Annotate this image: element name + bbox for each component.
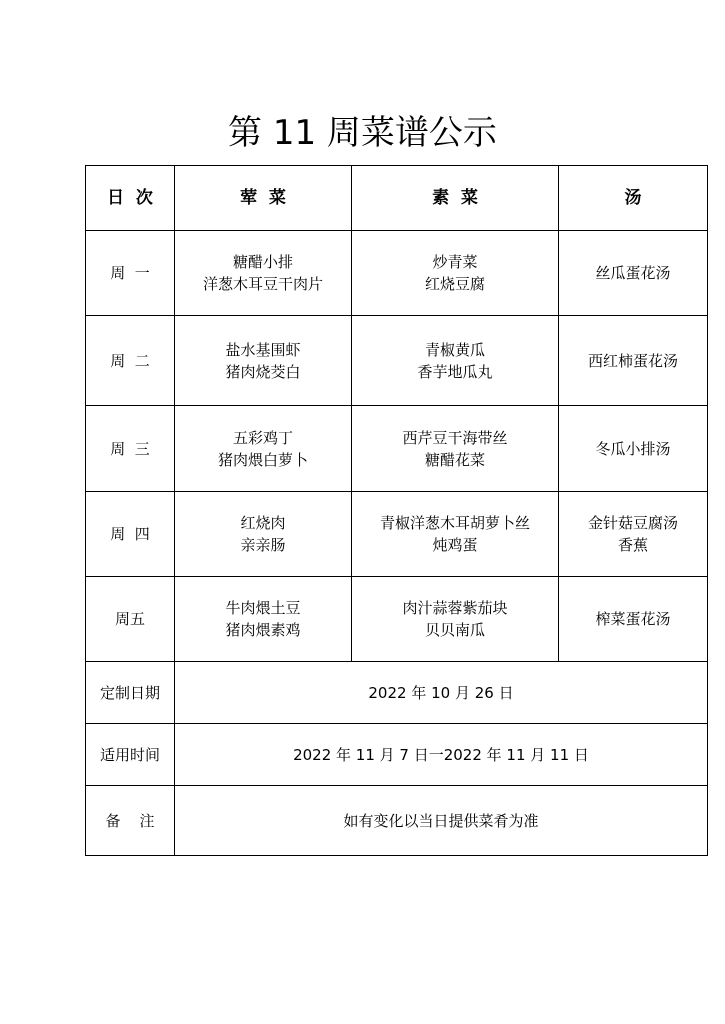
header-day: 日 次 xyxy=(86,166,175,231)
table-row xyxy=(86,577,708,662)
soup-cell: 榨菜蛋花汤 xyxy=(559,577,708,662)
veg-cell: 肉汁蒜蓉紫茄块 贝贝南瓜 xyxy=(352,577,559,662)
applicable-value: 2022 年 11 月 7 日一2022 年 11 月 11 日 xyxy=(175,724,708,786)
header-veg: 素 菜 xyxy=(352,166,559,231)
page-title: 第 11 周菜谱公示 xyxy=(228,113,497,153)
meat-cell: 糖醋小排 洋葱木耳豆干肉片 xyxy=(175,231,352,316)
note-row xyxy=(86,786,708,856)
veg-cell: 西芹豆干海带丝 糖醋花菜 xyxy=(352,406,559,492)
table-row xyxy=(86,406,708,492)
soup-cell: 金针菇豆腐汤 香蕉 xyxy=(559,492,708,577)
header-meat: 荤 菜 xyxy=(175,166,352,231)
made-date-value: 2022 年 10 月 26 日 xyxy=(175,662,708,724)
day-cell: 周 三 xyxy=(86,406,175,492)
applicable-row xyxy=(86,724,708,786)
meat-cell: 牛肉煨土豆 猪肉煨素鸡 xyxy=(175,577,352,662)
menu-table xyxy=(85,165,708,856)
meat-cell: 盐水基围虾 猪肉烧茭白 xyxy=(175,316,352,406)
header-row xyxy=(86,166,708,231)
day-cell: 周 二 xyxy=(86,316,175,406)
day-cell: 周 一 xyxy=(86,231,175,316)
meat-cell: 红烧肉 亲亲肠 xyxy=(175,492,352,577)
made-date-label: 定制日期 xyxy=(86,662,175,724)
header-soup: 汤 xyxy=(559,166,708,231)
table-row xyxy=(86,316,708,406)
applicable-label: 适用时间 xyxy=(86,724,175,786)
note-value: 如有变化以当日提供菜肴为准 xyxy=(175,786,708,856)
soup-cell: 冬瓜小排汤 xyxy=(559,406,708,492)
soup-cell: 丝瓜蛋花汤 xyxy=(559,231,708,316)
soup-cell: 西红柿蛋花汤 xyxy=(559,316,708,406)
day-cell: 周 四 xyxy=(86,492,175,577)
made-date-row xyxy=(86,662,708,724)
veg-cell: 炒青菜 红烧豆腐 xyxy=(352,231,559,316)
meat-cell: 五彩鸡丁 猪肉煨白萝卜 xyxy=(175,406,352,492)
veg-cell: 青椒洋葱木耳胡萝卜丝 炖鸡蛋 xyxy=(352,492,559,577)
day-cell: 周五 xyxy=(86,577,175,662)
veg-cell: 青椒黄瓜 香芋地瓜丸 xyxy=(352,316,559,406)
table-row xyxy=(86,492,708,577)
note-label: 备 注 xyxy=(86,786,175,856)
table-row xyxy=(86,231,708,316)
